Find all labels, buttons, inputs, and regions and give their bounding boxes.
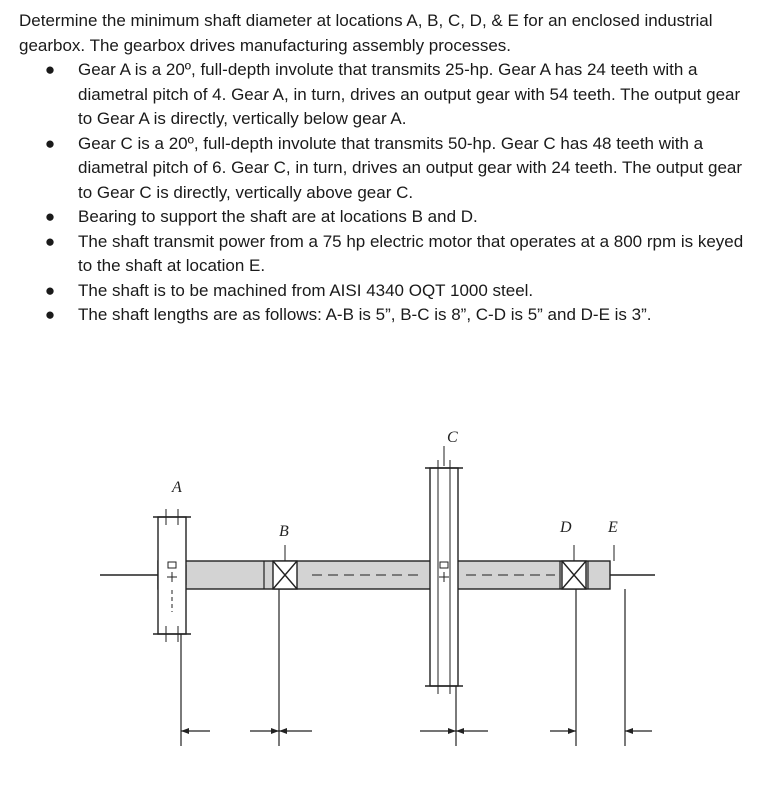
dim-arrow [181, 728, 189, 734]
label-b: B [279, 523, 289, 540]
dim-arrow [456, 728, 464, 734]
bullet-icon: ● [44, 280, 56, 300]
bullet-text: The shaft is to be machined from AISI 4340 OQT 1000 steel. [78, 280, 534, 300]
bullet-text: Gear A is a 20º, full-depth involute that transmits 25-hp. Gear A has 24 teeth with a diametral pitch of 4. Gear A, in turn, drives an output gear with 54 teeth. The output gear to Gear A is directly, vertically below gear A. [78, 60, 741, 128]
dim-arrow [625, 728, 633, 734]
bullet-icon: ● [44, 60, 56, 79]
bullet-icon: ● [44, 231, 56, 251]
bullet-text: The shaft lengths are as follows: A-B is 5”, B-C is 8”, C-D is 5” and D-E is 3”. [78, 305, 652, 324]
label-e: E [608, 519, 618, 536]
bullet-icon: ● [44, 305, 56, 324]
bullet-icon: ● [44, 133, 56, 153]
bullet-text: The shaft transmit power from a 75 hp electric motor that operates at a 800 rpm is keyed to the shaft at location E. [78, 231, 744, 275]
dim-arrow [271, 728, 279, 734]
dim-arrow [568, 728, 576, 734]
dim-arrow [448, 728, 456, 734]
label-a: A [172, 479, 182, 496]
dim-arrow [279, 728, 287, 734]
bullet-icon: ● [44, 207, 56, 226]
label-c: C [447, 429, 458, 446]
problem-intro: Determine the minimum shaft diameter at locations A, B, C, D, & E for an enclosed industrial gearbox. The gearbox drives manufacturing assembly processes. [19, 11, 713, 55]
bullet-text: Bearing to support the shaft are at locations B and D. [78, 207, 478, 226]
label-d: D [560, 519, 572, 536]
bullet-text: Gear C is a 20º, full-depth involute that transmits 50-hp. Gear C has 48 teeth with a diametral pitch of 6. Gear C, in turn, drives an output gear with 24 teeth. The output gear to Gear C is directly, vertically above gear C. [78, 133, 743, 202]
